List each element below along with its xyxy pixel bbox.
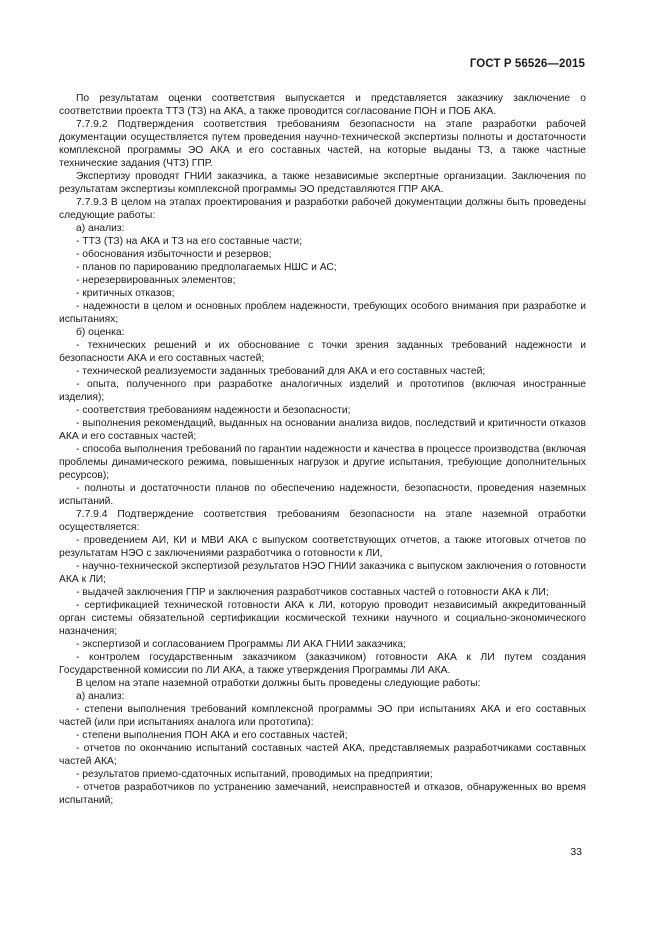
paragraph: Экспертизу проводят ГНИИ заказчика, а также независимые экспертные организации. Заключения по результатам экспертизы комплексной программы ЭО представляются ГПР АКА. xyxy=(59,171,586,195)
document-code: ГОСТ Р 56526—2015 xyxy=(469,58,585,70)
list-item: - способа выполнения требований по гарантии надежности и качества в процессе производства (включая проблемы динамического режима, повышенных нагрузок и другие испытания, требующие дополнительных ресурсов); xyxy=(59,444,586,481)
paragraph: 7.7.9.4 Подтверждение соответствия требованиям безопасности на этапе наземной отработки осуществляется: xyxy=(59,509,586,533)
list-item: - степени выполнения ПОН АКА и его составных частей; xyxy=(76,730,348,741)
list-item: - экспертизой и согласованием Программы ЛИ АКА ГНИИ заказчика; xyxy=(76,639,406,650)
list-item: - технической реализуемости заданных требований для АКА и его составных частей; xyxy=(76,366,486,377)
list-item: - сертификацией технической готовности АКА к ЛИ, которую проводит независимый аккредитованный орган системы обязательной сертификации космической техники научного и социально-экономического назначения; xyxy=(59,600,586,637)
list-item: - отчетов по окончанию испытаний составных частей АКА, представляемых разработчиками составных частей АКА; xyxy=(59,743,586,767)
list-item: - нерезервированных элементов; xyxy=(76,275,236,286)
list-item: - надежности в целом и основных проблем надежности, требующих особого внимания при разработке и испытаниях; xyxy=(59,301,586,325)
list-item: - соответствия требованиям надежности и безопасности; xyxy=(76,405,351,416)
list-heading: а) анализ: xyxy=(76,691,125,702)
paragraph: 7.7.9.3 В целом на этапах проектирования и разработки рабочей документации должны быть проведены следующие работы: xyxy=(59,197,586,221)
list-heading: а) анализ: xyxy=(76,223,125,234)
list-heading: б) оценка: xyxy=(76,327,125,338)
page-number: 33 xyxy=(570,846,582,858)
paragraph: В целом на этапе наземной отработки должны быть проведены следующие работы: xyxy=(76,678,481,689)
list-item: - выполнения рекомендаций, выданных на основании анализа видов, последствий и критичности отказов АКА и его составных частей; xyxy=(59,418,586,442)
list-item: - критичных отказов; xyxy=(76,288,175,299)
list-item: - отчетов разработчиков по устранению замечаний, неисправностей и отказов, обнаруженных во время испытаний; xyxy=(59,782,586,806)
list-item: - опыта, полученного при разработке аналогичных изделий и прототипов (включая иностранные изделия); xyxy=(59,379,586,403)
paragraph: По результатам оценки соответствия выпускается и представляется заказчику заключение о соответствии проекта ТТЗ (ТЗ) на АКА, а также проводится согласование ПОН и ПОБ АКА. xyxy=(59,93,586,117)
page-body xyxy=(59,92,586,807)
list-item: - научно-технической экспертизой результатов НЭО ГНИИ заказчика с выпуском заключения о готовности АКА к ЛИ; xyxy=(59,561,586,585)
list-item: - технических решений и их обоснование с точки зрения заданных требований надежности и безопасности АКА и его составных частей; xyxy=(59,340,586,364)
list-item: - результатов приемо-сдаточных испытаний, проводимых на предприятии; xyxy=(76,769,433,780)
list-item: - планов по парированию предполагаемых НШС и АС; xyxy=(76,262,337,273)
list-item: - выдачей заключения ГПР и заключения разработчиков составных частей о готовности АКА к ЛИ; xyxy=(76,587,549,598)
list-item: - проведением АИ, КИ и МВИ АКА с выпуском соответствующих отчетов, а также итоговых отчетов по результатам НЭО с заключениями разработчика о готовности к ЛИ, xyxy=(59,535,586,559)
list-item: - контролем государственным заказчиком (заказчиком) готовности АКА к ЛИ путем создания Государственной комиссии по ЛИ АКА, а также утверждения Программы ЛИ АКА. xyxy=(59,652,586,676)
list-item: - степени выполнения требований комплексной программы ЭО при испытаниях АКА и его составных частей (или при испытаниях аналога или прототипа): xyxy=(59,704,586,728)
list-item: - ТТЗ (ТЗ) на АКА и ТЗ на его составные части; xyxy=(76,236,302,247)
list-item: - полноты и достаточности планов по обеспечению надежности, безопасности, проведения наземных испытаний. xyxy=(59,483,586,507)
list-item: - обоснования избыточности и резервов; xyxy=(76,249,272,260)
paragraph: 7.7.9.2 Подтверждения соответствия требованиям безопасности на этапе разработки рабочей документации осуществляется путем проведения научно-технической экспертизы полноты и достаточности комплексной программы ЭО АКА и его составных частей, на которые выданы ТЗ, а также частные технические задания (ЧТЗ) ГПР. xyxy=(59,119,586,169)
